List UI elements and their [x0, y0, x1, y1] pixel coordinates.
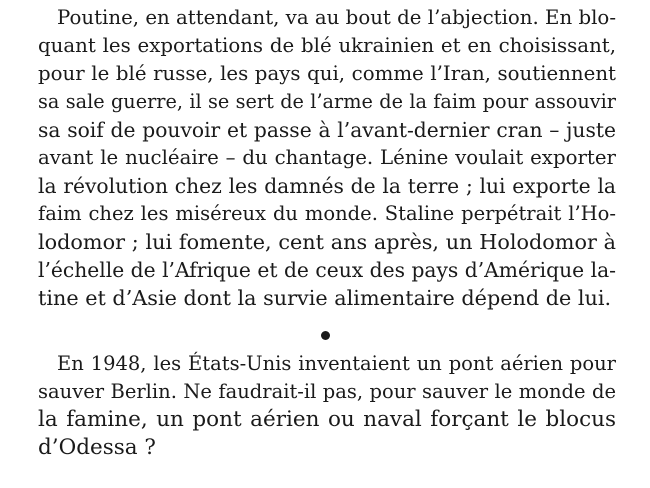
paragraph-1-line-6: avant le nucléaire – du chantage. Lénine voulait exporter: [38, 146, 616, 169]
paragraph-1-line-9: lodomor ; lui fomente, cent ans après, un Holodomor à: [38, 230, 616, 254]
paragraph-1-line-1: Poutine, en attendant, va au bout de l’abjection. En blo-: [57, 6, 616, 29]
paragraph-2-line-3: la famine, un pont aérien ou naval forçant le blocus: [38, 407, 616, 432]
paragraph-2-line-2: sauver Berlin. Ne faudrait-il pas, pour sauver le monde de: [38, 380, 616, 403]
paragraph-2-line-4: d’Odessa ?: [38, 435, 156, 460]
paragraph-1-line-3: pour le blé russe, les pays qui, comme l’Iran, soutiennent: [38, 62, 616, 85]
paragraph-1-line-10: l’échelle de l’Afrique et de ceux des pays d’Amérique la-: [38, 258, 616, 282]
paragraph-1-line-7: la révolution chez les damnés de la terre ; lui exporte la: [38, 174, 616, 198]
paragraph-1-line-4: sa sale guerre, il se sert de l’arme de la faim pour assouvir: [38, 90, 616, 113]
paragraph-2-line-1: En 1948, les États-Unis inventaient un pont aérien pour: [57, 352, 616, 375]
paragraph-1-line-2: quant les exportations de blé ukrainien et en choisissant,: [38, 34, 616, 57]
paragraph-1-line-11: tine et d’Asie dont la survie alimentaire dépend de lui.: [38, 286, 612, 310]
paragraph-1-line-8: faim chez les miséreux du monde. Staline perpétrait l’Ho-: [38, 202, 616, 225]
section-separator-bullet: [321, 331, 330, 340]
paragraph-1-line-5: sa soif de pouvoir et passe à l’avant-dernier cran – juste: [38, 118, 616, 142]
